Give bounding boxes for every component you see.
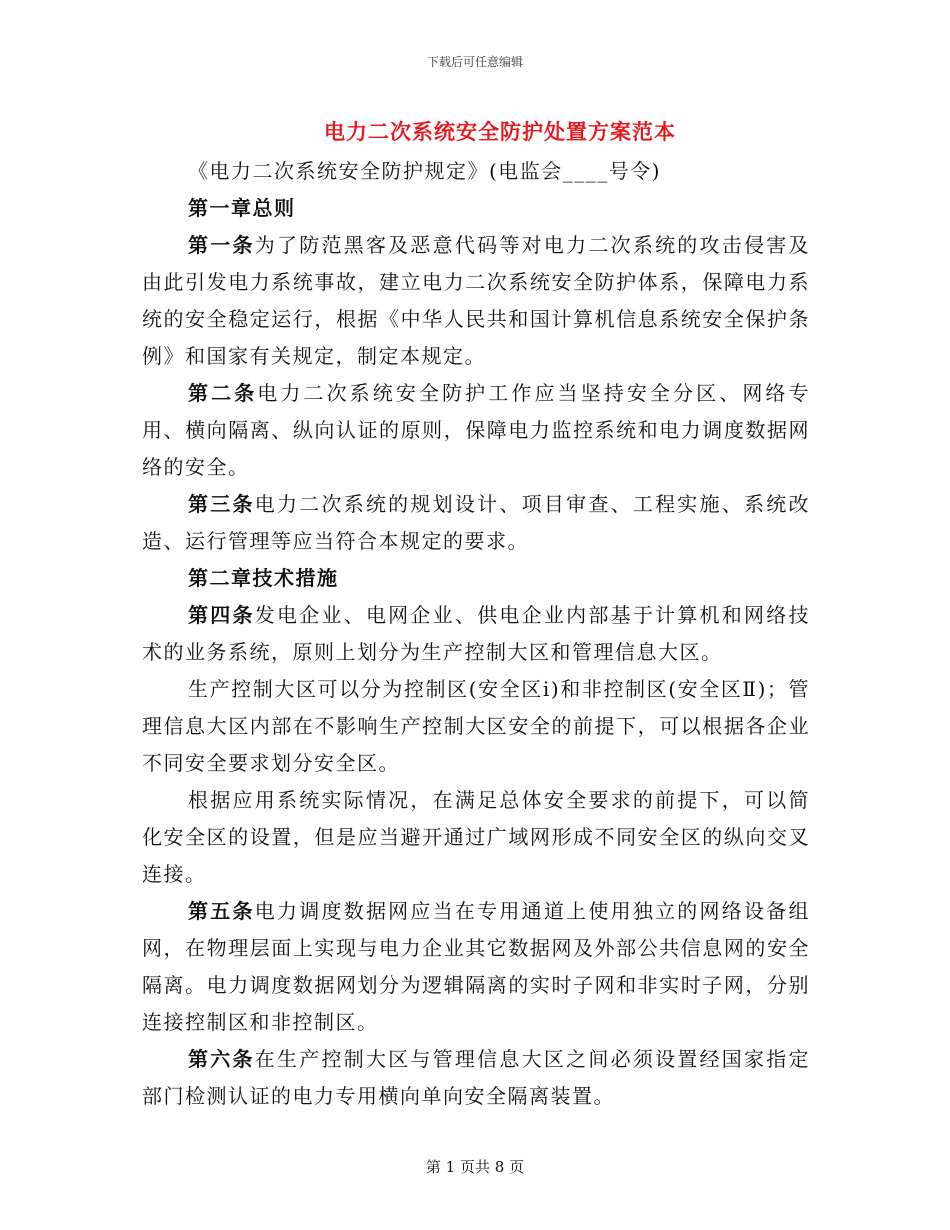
article-text: 电力二次系统安全防护工作应当坚持安全分区、网络专用、横向隔离、纵向认证的原则，保障电力监控系统和电力调度数据网络的安全。	[142, 381, 811, 479]
article-text: 在生产控制大区与管理信息大区之间必须设置经国家指定部门检测认证的电力专用横向单向安全隔离装置。	[142, 1047, 811, 1108]
article-text: 电力调度数据网应当在专用通道上使用独立的网络设备组网，在物理层面上实现与电力企业其它数据网及外部公共信息网的安全隔离。电力调度数据网划分为逻辑隔离的实时子网和非实时子网，分别连接控制区和非控制区。	[142, 899, 811, 1034]
article-paragraph	[142, 893, 810, 1041]
article-number: 第三条	[188, 492, 255, 516]
article-text: 发电企业、电网企业、供电企业内部基于计算机和网络技术的业务系统，原则上划分为生产控制大区和管理信息大区。	[142, 603, 811, 664]
article-number: 第四条	[188, 603, 255, 627]
header-note: 下载后可任意编辑	[426, 55, 523, 69]
page-number: 第 1 页共 8 页	[425, 1158, 525, 1176]
article-number: 第一条	[188, 233, 255, 257]
article-number: 第五条	[188, 899, 255, 923]
body-paragraph	[142, 782, 810, 893]
chapter-heading	[142, 560, 810, 597]
article-paragraph	[142, 486, 810, 560]
document-body	[142, 153, 810, 1115]
paragraph-text: 《电力二次系统安全防护规定》(电监会____号令)	[188, 159, 662, 183]
article-number: 第六条	[188, 1047, 255, 1071]
paragraph-text: 根据应用系统实际情况，在满足总体安全要求的前提下，可以简化安全区的设置，但是应当避开通过广域网形成不同安全区的纵向交叉连接。	[142, 788, 810, 886]
article-text: 电力二次系统的规划设计、项目审查、工程实施、系统改造、运行管理等应当符合本规定的要求。	[142, 492, 811, 553]
paragraph-text: 生产控制大区可以分为控制区(安全区ⅰ)和非控制区(安全区Ⅱ)；管理信息大区内部在不影响生产控制大区安全的前提下，可以根据各企业不同安全要求划分安全区。	[142, 677, 810, 775]
chapter-heading-text: 第一章总则	[188, 196, 296, 220]
document-title: 电力二次系统安全防护处置方案范本	[324, 119, 676, 144]
article-paragraph	[142, 375, 810, 486]
chapter-heading	[142, 190, 810, 227]
chapter-heading-text: 第二章技术措施	[188, 566, 339, 590]
body-paragraph	[142, 671, 810, 782]
article-number: 第二条	[188, 381, 258, 405]
article-paragraph	[142, 597, 810, 671]
article-paragraph	[142, 1041, 810, 1115]
article-paragraph	[142, 227, 810, 375]
regulation-reference	[142, 153, 810, 190]
article-text: 为了防范黑客及恶意代码等对电力二次系统的攻击侵害及由此引发电力系统事故，建立电力二次系统安全防护体系，保障电力系统的安全稳定运行，根据《中华人民共和国计算机信息系统安全保护条例》和国家有关规定，制定本规定。	[142, 233, 811, 368]
